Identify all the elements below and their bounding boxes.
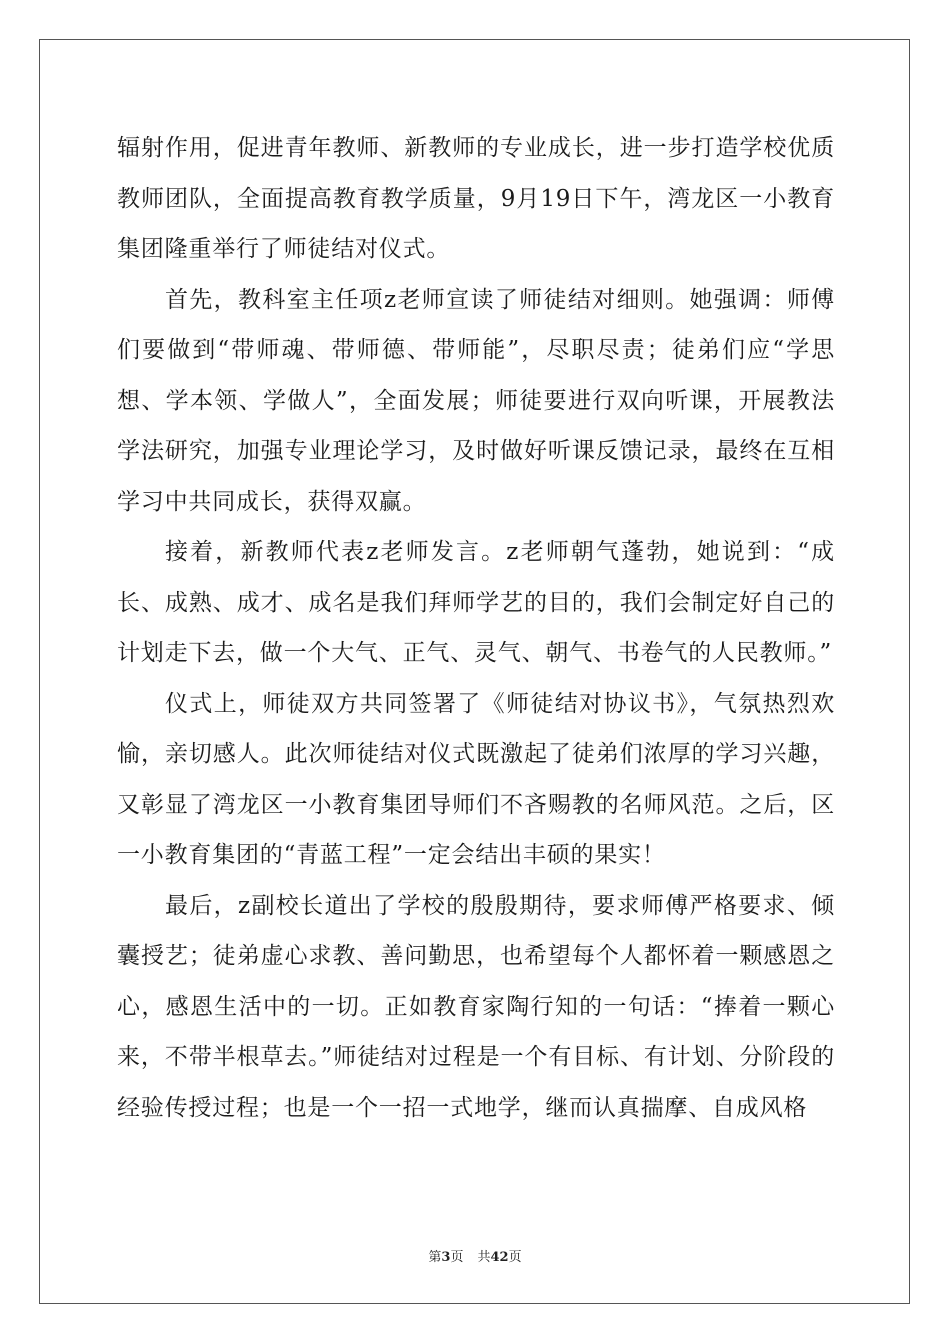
page-footer (0, 1246, 950, 1265)
document-body (117, 123, 835, 1133)
paragraph-4: 仪式上，师徒双方共同签署了《师徒结对协议书》，气氛热烈欢愉，亲切感人。此次师徒结对仪式既激起了徒弟们浓厚的学习兴趣，又彰显了湾龙区一小教育集团导师们不吝赐教的名师风范。之后，区一小教育集团的“青蓝工程”一定会结出丰硕的果实！ (117, 690, 835, 868)
paragraph-5: 最后，z副校长道出了学校的殷殷期待，要求师傅严格要求、倾囊授艺；徒弟虚心求教、善问勤思，也希望每个人都怀着一颗感恩之心，感恩生活中的一切。正如教育家陶行知的一句话：“捧着一颗心来，不带半根草去。”师徒结对过程是一个有目标、有计划、分阶段的经验传授过程；也是一个一招一式地学，继而认真揣摩、自成风格 (117, 892, 835, 1121)
total-pages-label: 共42页 (477, 1250, 522, 1265)
page-number-label: 第3页 (428, 1250, 464, 1265)
paragraph-2: 首先，教科室主任项z老师宣读了师徒结对细则。她强调：师傅们要做到“带师魂、带师德、带师能”，尽职尽责；徒弟们应“学思想、学本领、学做人”，全面发展；师徒要进行双向听课，开展教法学法研究，加强专业理论学习，及时做好听课反馈记录，最终在互相学习中共同成长，获得双赢。 (117, 286, 835, 515)
paragraph-1: 辐射作用，促进青年教师、新教师的专业成长，进一步打造学校优质教师团队，全面提高教育教学质量，9月19日下午，湾龙区一小教育集团隆重举行了师徒结对仪式。 (117, 135, 835, 262)
paragraph-3: 接着，新教师代表z老师发言。z老师朝气蓬勃，她说到：“成长、成熟、成才、成名是我们拜师学艺的目的，我们会制定好自己的计划走下去，做一个大气、正气、灵气、朝气、书卷气的人民教师。” (117, 539, 835, 666)
